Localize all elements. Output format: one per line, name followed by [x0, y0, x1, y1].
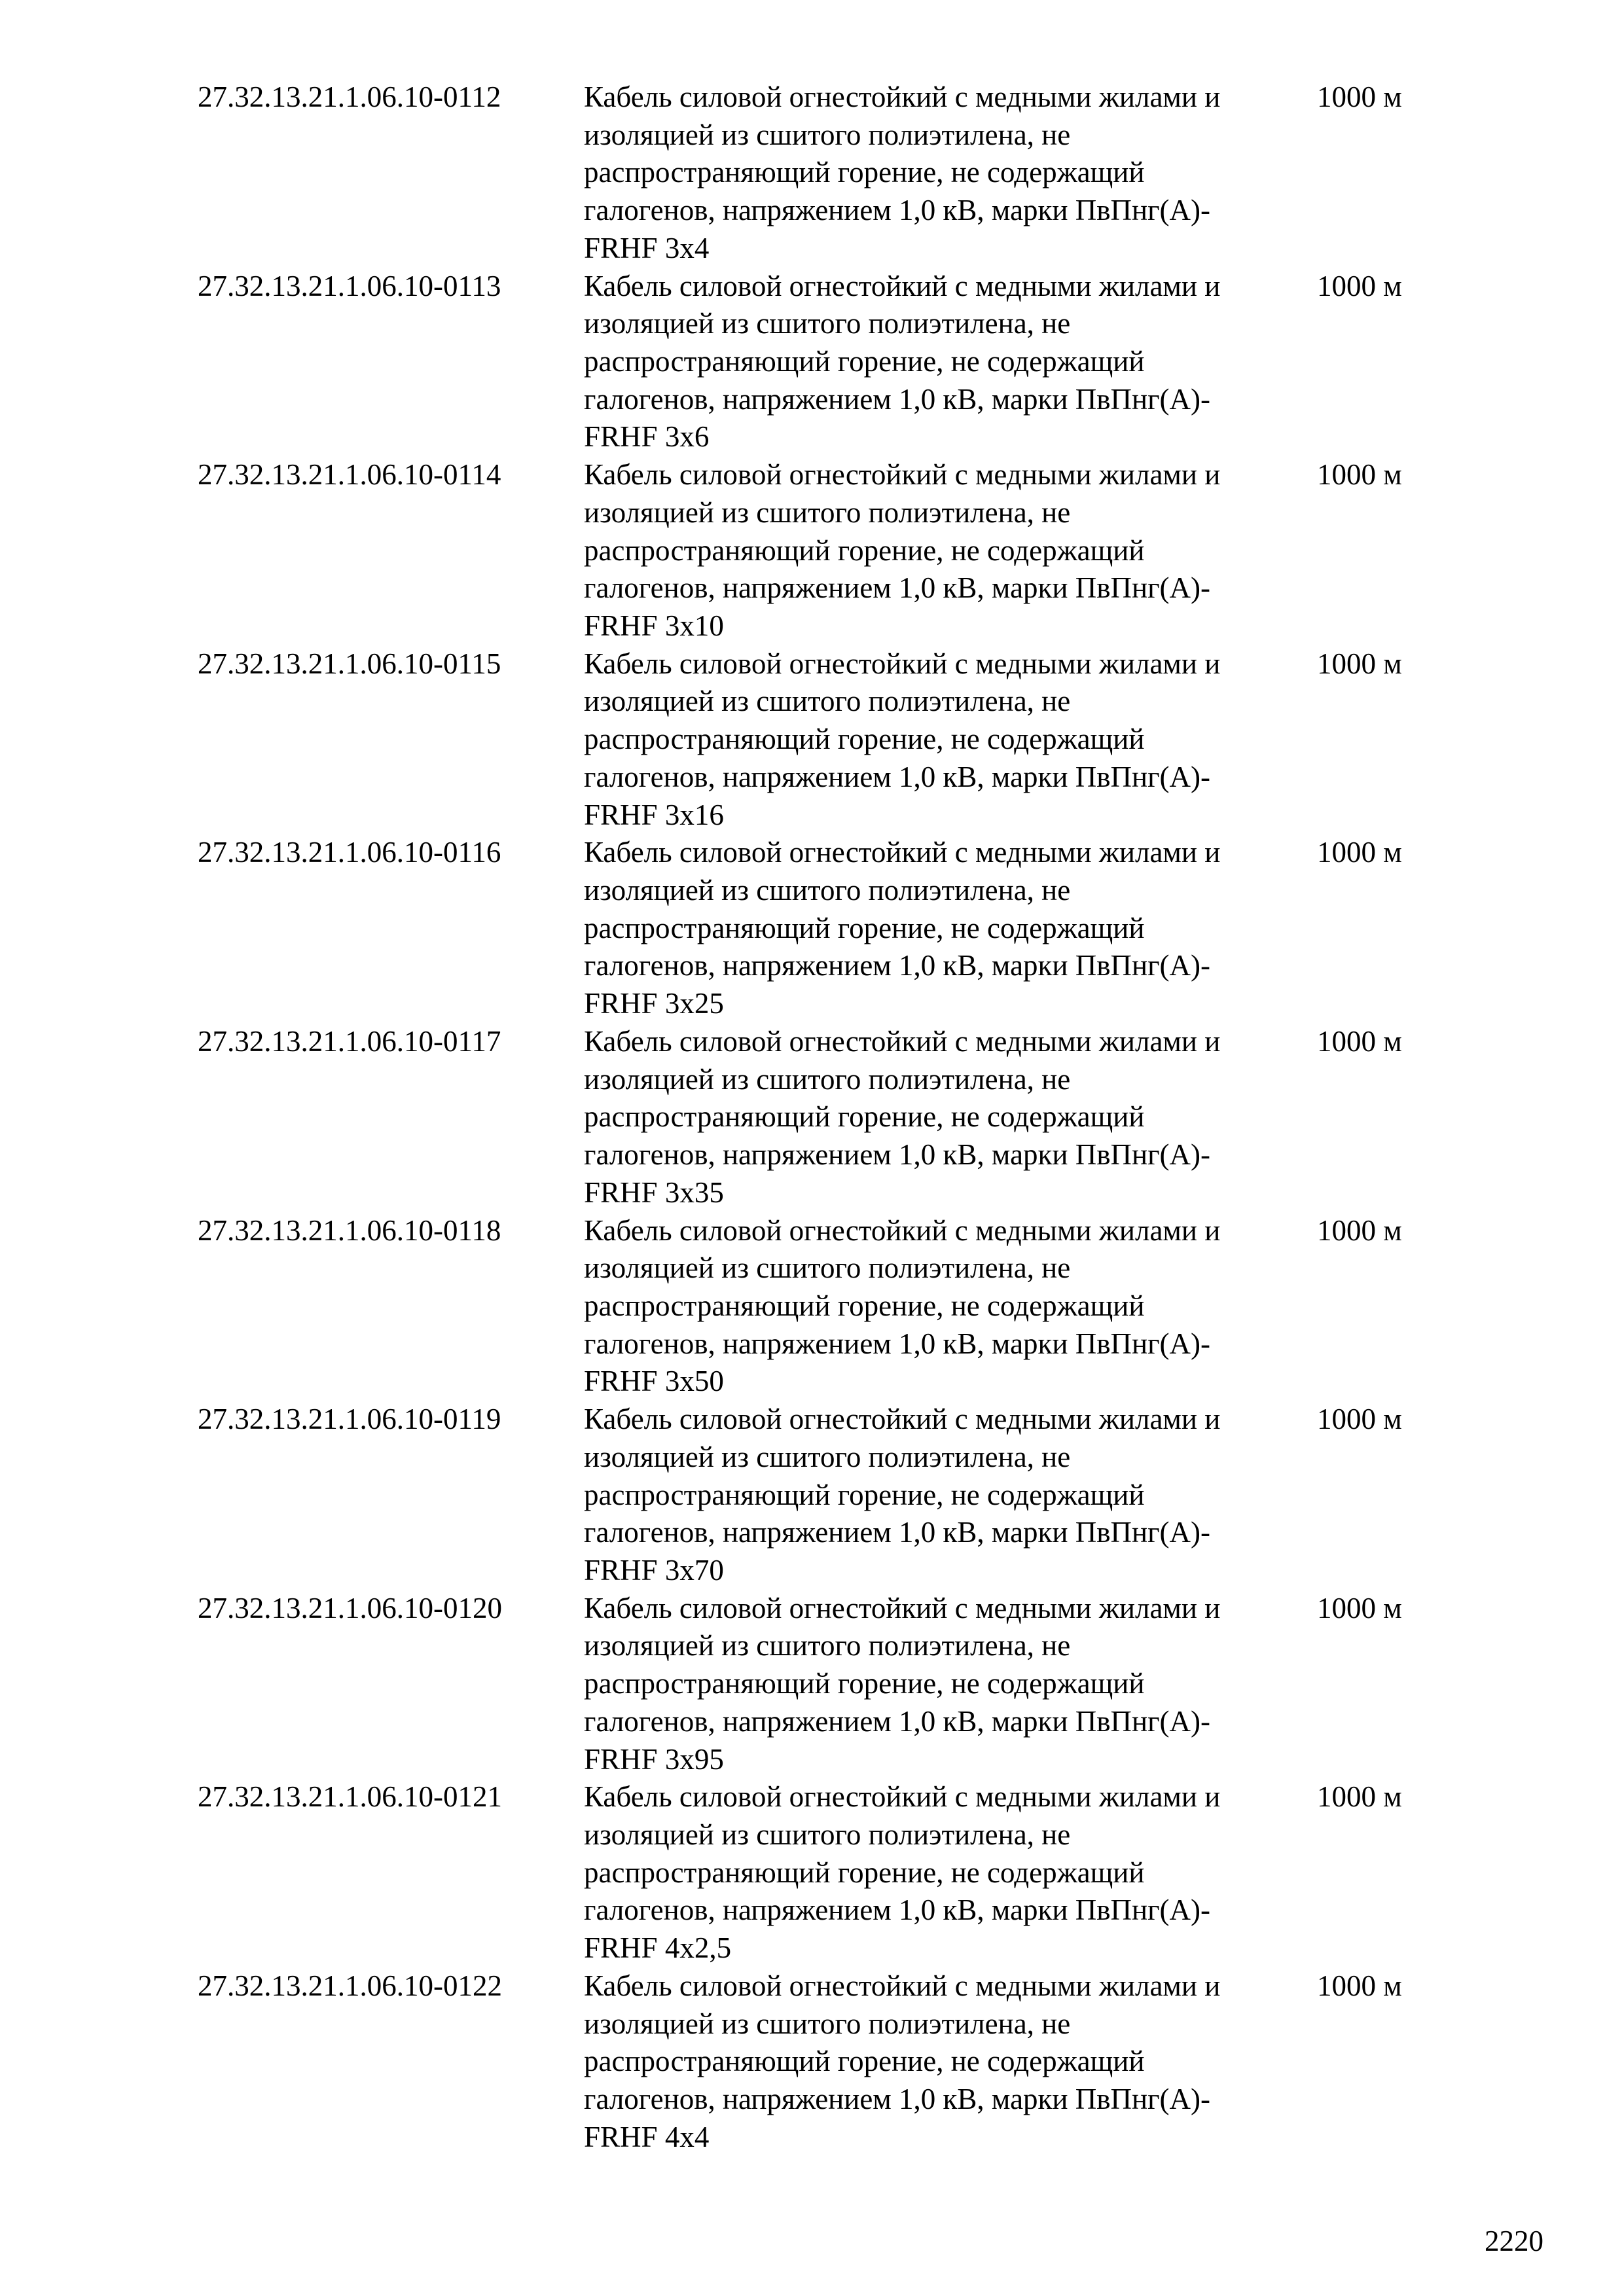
item-description	[584, 1212, 1317, 1401]
description-line: распространяющий горение, не содержащий	[584, 533, 1145, 567]
item-unit: 1000 м	[1317, 1591, 1402, 1624]
list-item	[198, 1967, 1468, 2157]
description-line: FRHF 3x35	[584, 1175, 724, 1209]
description-line: распространяющий горение, не содержащий	[584, 1100, 1145, 1134]
description-line: изоляцией из сшитого полиэтилена, не	[584, 1062, 1071, 1096]
item-description	[584, 834, 1317, 1023]
item-unit: 1000 м	[1317, 269, 1402, 302]
item-unit: 1000 м	[1317, 836, 1402, 869]
item-description	[584, 1590, 1317, 1779]
item-code: 27.32.13.21.1.06.10-0122	[198, 1969, 502, 2002]
description-line: Кабель силовой огнестойкий с медными жилами и	[584, 1969, 1221, 2002]
description-line: изоляцией из сшитого полиэтилена, не	[584, 118, 1071, 151]
item-unit: 1000 м	[1317, 1213, 1402, 1247]
description-line: изоляцией из сшитого полиэтилена, не	[584, 2007, 1071, 2040]
item-unit: 1000 м	[1317, 1403, 1402, 1436]
list-item	[198, 1590, 1468, 1779]
description-line: Кабель силовой огнестойкий с медными жилами и	[584, 1403, 1221, 1436]
description-line: распространяющий горение, не содержащий	[584, 1289, 1145, 1322]
description-line: Кабель силовой огнестойкий с медными жилами и	[584, 647, 1221, 680]
list-item	[198, 456, 1468, 645]
description-line: распространяющий горение, не содержащий	[584, 345, 1145, 378]
item-description	[584, 79, 1317, 268]
item-description	[584, 645, 1317, 834]
description-line: галогенов, напряжением 1,0 кВ, марки ПвПнг(А)-	[584, 571, 1210, 605]
list-item	[198, 1401, 1468, 1590]
item-code: 27.32.13.21.1.06.10-0119	[198, 1403, 501, 1436]
description-line: FRHF 4x4	[584, 2120, 710, 2153]
item-code: 27.32.13.21.1.06.10-0116	[198, 836, 501, 869]
list-item	[198, 268, 1468, 457]
description-line: распространяющий горение, не содержащий	[584, 1478, 1145, 1511]
description-line: галогенов, напряжением 1,0 кВ, марки ПвПнг(А)-	[584, 1516, 1210, 1549]
item-code: 27.32.13.21.1.06.10-0120	[198, 1591, 502, 1624]
description-line: галогенов, напряжением 1,0 кВ, марки ПвПнг(А)-	[584, 1893, 1210, 1927]
item-code: 27.32.13.21.1.06.10-0121	[198, 1780, 502, 1814]
description-line: FRHF 3x70	[584, 1553, 724, 1587]
item-description	[584, 1778, 1317, 1967]
item-description	[584, 268, 1317, 457]
description-line: Кабель силовой огнестойкий с медными жилами и	[584, 81, 1221, 113]
price-list-entries	[198, 79, 1468, 2157]
description-line: FRHF 3x50	[584, 1365, 724, 1398]
item-unit: 1000 м	[1317, 1969, 1402, 2002]
description-line: Кабель силовой огнестойкий с медными жилами и	[584, 1780, 1221, 1814]
description-line: Кабель силовой огнестойкий с медными жилами и	[584, 836, 1221, 869]
description-line: Кабель силовой огнестойкий с медными жилами и	[584, 1591, 1221, 1624]
item-unit: 1000 м	[1317, 647, 1402, 680]
description-line: галогенов, напряжением 1,0 кВ, марки ПвПнг(А)-	[584, 194, 1210, 227]
description-line: изоляцией из сшитого полиэтилена, не	[584, 685, 1071, 718]
description-line: галогенов, напряжением 1,0 кВ, марки ПвПнг(А)-	[584, 1704, 1210, 1738]
description-line: распространяющий горение, не содержащий	[584, 156, 1145, 189]
description-line: FRHF 3x16	[584, 798, 724, 831]
description-line: галогенов, напряжением 1,0 кВ, марки ПвПнг(А)-	[584, 1327, 1210, 1360]
description-line: изоляцией из сшитого полиэтилена, не	[584, 1440, 1071, 1473]
description-line: Кабель силовой огнестойкий с медными жилами и	[584, 1024, 1221, 1058]
description-line: галогенов, напряжением 1,0 кВ, марки ПвПнг(А)-	[584, 2083, 1210, 2116]
description-line: распространяющий горение, не содержащий	[584, 1667, 1145, 1700]
description-line: Кабель силовой огнестойкий с медными жилами и	[584, 458, 1221, 492]
description-line: изоляцией из сшитого полиэтилена, не	[584, 1251, 1071, 1285]
description-line: Кабель силовой огнестойкий с медными жилами и	[584, 1213, 1221, 1247]
description-line: изоляцией из сшитого полиэтилена, не	[584, 1818, 1071, 1852]
item-code: 27.32.13.21.1.06.10-0118	[198, 1213, 501, 1247]
item-description	[584, 1023, 1317, 1212]
item-description	[584, 1967, 1317, 2157]
list-item	[198, 1778, 1468, 1967]
description-line: FRHF 4x2,5	[584, 1931, 732, 1965]
description-line: галогенов, напряжением 1,0 кВ, марки ПвПнг(А)-	[584, 760, 1210, 793]
description-line: изоляцией из сшитого полиэтилена, не	[584, 307, 1071, 340]
item-code: 27.32.13.21.1.06.10-0112	[198, 81, 501, 113]
description-line: изоляцией из сшитого полиэтилена, не	[584, 495, 1071, 529]
description-line: распространяющий горение, не содержащий	[584, 2045, 1145, 2078]
list-item	[198, 79, 1468, 268]
description-line: FRHF 3x95	[584, 1742, 724, 1776]
description-line: FRHF 3x25	[584, 987, 724, 1020]
description-line: галогенов, напряжением 1,0 кВ, марки ПвПнг(А)-	[584, 1138, 1210, 1172]
description-line: изоляцией из сшитого полиэтилена, не	[584, 874, 1071, 907]
description-line: Кабель силовой огнестойкий с медными жилами и	[584, 269, 1221, 302]
description-line: изоляцией из сшитого полиэтилена, не	[584, 1629, 1071, 1662]
description-line: FRHF 3x4	[584, 231, 710, 264]
item-unit: 1000 м	[1317, 1780, 1402, 1814]
item-code: 27.32.13.21.1.06.10-0114	[198, 458, 501, 492]
description-line: распространяющий горение, не содержащий	[584, 911, 1145, 944]
description-line: галогенов, напряжением 1,0 кВ, марки ПвПнг(А)-	[584, 949, 1210, 982]
list-item	[198, 834, 1468, 1023]
list-item	[198, 1023, 1468, 1212]
description-line: галогенов, напряжением 1,0 кВ, марки ПвПнг(А)-	[584, 382, 1210, 416]
item-description	[584, 1401, 1317, 1590]
page-number: 2220	[1485, 2225, 1543, 2257]
description-line: FRHF 3x10	[584, 609, 724, 642]
item-code: 27.32.13.21.1.06.10-0117	[198, 1024, 501, 1058]
item-unit: 1000 м	[1317, 458, 1402, 492]
item-description	[584, 456, 1317, 645]
item-code: 27.32.13.21.1.06.10-0113	[198, 269, 501, 302]
description-line: распространяющий горение, не содержащий	[584, 723, 1145, 756]
list-item	[198, 645, 1468, 834]
list-item	[198, 1212, 1468, 1401]
item-unit: 1000 м	[1317, 1024, 1402, 1058]
item-code: 27.32.13.21.1.06.10-0115	[198, 647, 501, 680]
description-line: распространяющий горение, не содержащий	[584, 1856, 1145, 1889]
description-line: FRHF 3x6	[584, 420, 710, 454]
item-unit: 1000 м	[1317, 81, 1402, 113]
